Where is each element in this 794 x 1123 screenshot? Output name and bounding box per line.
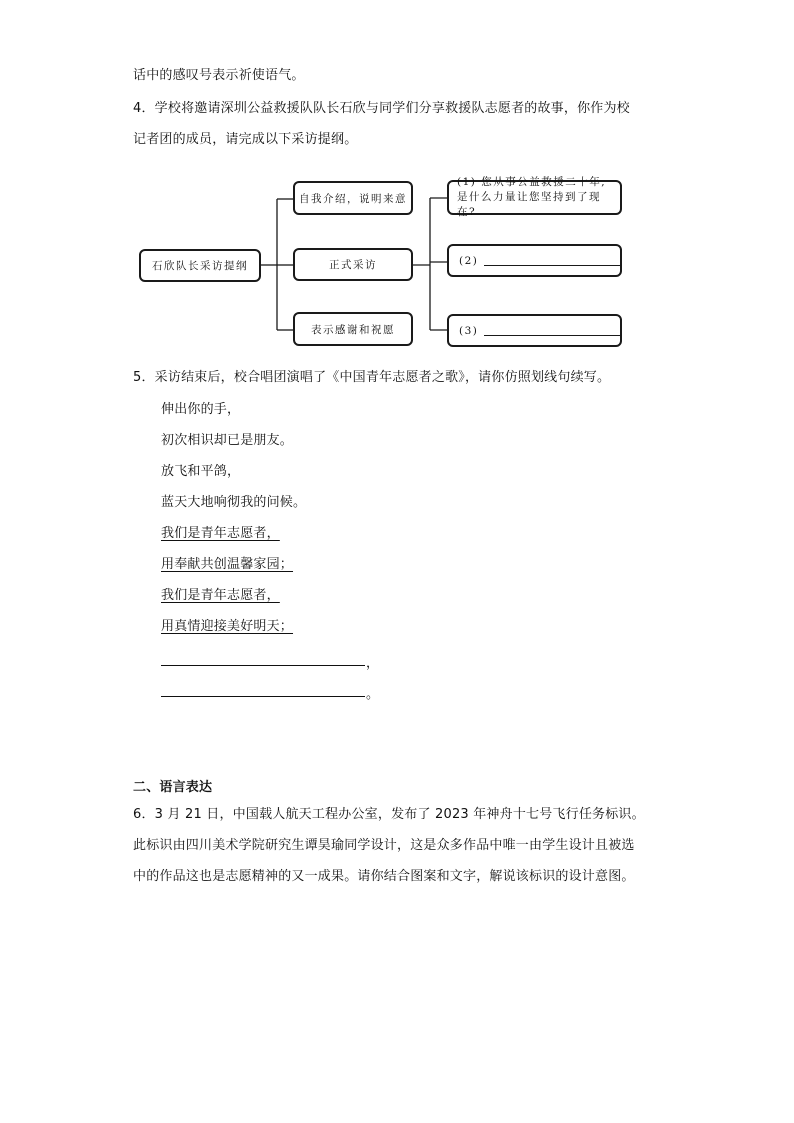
underlined-line-4: 用真情迎接美好明天； [161, 619, 294, 634]
question-box-2: (2) [447, 244, 622, 277]
poem-line-3: 放飞和平鸽， [161, 464, 241, 479]
question-6-line-1: 6．3 月 21 日，中国载人航天工程办公室，发布了 2023 年神舟十七号飞行任务标识。 [133, 807, 645, 822]
underlined-line-1: 我们是青年志愿者， [161, 526, 280, 541]
question-4-line-2: 记者团的成员，请完成以下采访提纲。 [133, 132, 358, 147]
poem-line-1: 伸出你的手， [161, 402, 241, 417]
answer-blank-2[interactable] [484, 255, 620, 266]
answer-blank-3[interactable] [484, 325, 620, 336]
question-box-3: (3) [447, 314, 622, 347]
root-box-outline-title: 石欣队长采访提纲 [139, 249, 261, 282]
underlined-line-3: 我们是青年志愿者， [161, 588, 280, 603]
blank-2-punctuation: 。 [366, 687, 380, 702]
mid-box-intro: 自我介绍，说明来意 [293, 181, 413, 215]
poem-line-4: 蓝天大地响彻我的问候。 [161, 495, 307, 510]
section-2-heading: 二、语言表达 [133, 780, 213, 795]
underlined-line-2: 用奉献共创温馨家园； [161, 557, 294, 572]
question-5-prompt: 5．采访结束后，校合唱团演唱了《中国青年志愿者之歌》，请你仿照划线句续写。 [133, 370, 611, 385]
text-line-previous: 话中的感叹号表示祈使语气。 [133, 68, 305, 83]
poem-line-2: 初次相识却已是朋友。 [161, 433, 294, 448]
mid-box-thanks: 表示感谢和祝愿 [293, 312, 413, 346]
mid-box-interview: 正式采访 [293, 248, 413, 281]
blank-1-punctuation: ， [366, 656, 380, 671]
question-4-line-1: 4．学校将邀请深圳公益救援队队长石欣与同学们分享救援队志愿者的故事，你作为校 [133, 101, 630, 116]
question-6-line-2: 此标识由四川美术学院研究生谭昊瑜同学设计，这是众多作品中唯一由学生设计且被选 [133, 838, 635, 853]
answer-blank-poem-2[interactable] [161, 696, 365, 697]
question-box-1: (1) 您从事公益救援二十年, 是什么力量让您坚持到了现在? [447, 180, 622, 215]
question-6-line-3: 中的作品这也是志愿精神的又一成果。请你结合图案和文字，解说该标识的设计意图。 [133, 869, 635, 884]
answer-blank-poem-1[interactable] [161, 665, 365, 666]
